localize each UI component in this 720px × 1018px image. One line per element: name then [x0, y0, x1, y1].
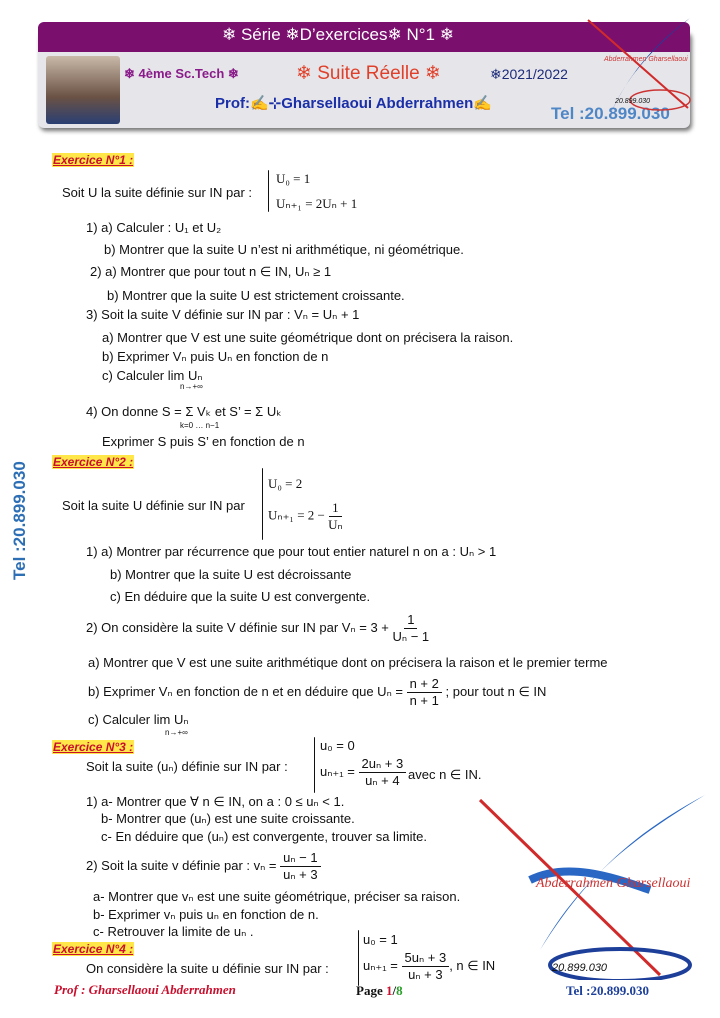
ex1-q3: 3) Soit la suite V définie sur IN par : Vₙ = Uₙ + 1: [86, 307, 360, 322]
logo-name: Abderrahmen Gharsellaoui: [604, 56, 688, 63]
ex3-q2-text: 2) Soit la suite v définie par : vₙ =: [86, 857, 277, 873]
page-number: [356, 983, 403, 999]
denominator: uₙ + 3: [408, 967, 443, 982]
exercise-1-title: Exercice N°1 :: [53, 153, 134, 167]
denominator: uₙ + 3: [283, 867, 318, 882]
ex2-q1b: b) Montrer que la suite U est décroissante: [110, 567, 352, 582]
ex3-q2c: c- Retrouver la limite de uₙ .: [93, 924, 254, 939]
footer-tel: Tel :20.899.030: [566, 983, 649, 998]
denominator: Uₙ − 1: [392, 629, 430, 644]
ex1-sys-0: U₀ = 1: [276, 171, 311, 186]
footer-logo-tel: 20.899.030: [552, 962, 608, 974]
footer-prof: Prof : Gharsellaoui Abderrahmen: [54, 982, 236, 997]
page-label: Page: [356, 983, 386, 998]
footer-logo-name: Abderrahmen Gharsellaoui: [536, 876, 691, 891]
ex2-sys-0: U₀ = 2: [268, 476, 303, 491]
ex2-q2b-tail: ; pour tout n ∈ IN: [445, 683, 547, 699]
school-year: ❄2021/2022: [490, 66, 568, 82]
ex4-sys-1-left: uₙ₊₁ =: [363, 957, 398, 973]
numerator: n + 2: [407, 676, 442, 693]
subject-title: ❄ Suite Réelle ❄: [296, 63, 441, 84]
logo-tel: 20.899.030: [615, 98, 651, 105]
ex3-q2a: a- Montrer que vₙ est une suite géométrique, préciser sa raison.: [93, 889, 461, 904]
numerator: 2uₙ + 3: [359, 756, 407, 773]
ex2-q2b-text: b) Exprimer Vₙ en fonction de n et en déduire que Uₙ =: [88, 683, 403, 699]
ex1-q2a: 2) a) Montrer que pour tout n ∈ IN, Uₙ ≥ 1: [90, 264, 332, 279]
ex2-sys-1-left: Uₙ₊₁ = 2 −: [268, 507, 325, 523]
series-title: ❄ Série ❄D’exercices❄ N°1 ❄: [222, 25, 454, 44]
brace: [268, 170, 269, 212]
ex3-q1c: c- En déduire que (uₙ) est convergente, trouver sa limite.: [101, 829, 428, 844]
exercise-2-title: Exercice N°2 :: [53, 455, 134, 469]
ex4-intro: On considère la suite u définie sur IN par :: [86, 961, 329, 976]
ex1-q1b: b) Montrer que la suite U n’est ni arithmétique, ni géométrique.: [104, 242, 464, 257]
ex1-q3b: b) Exprimer Vₙ puis Uₙ en fonction de n: [102, 349, 329, 364]
ex3-q1a-text: 1) a- Montrer que ∀ n ∈ IN, on a : 0 ≤ uₙ < 1.: [86, 794, 345, 809]
brace: [262, 468, 263, 540]
page-total: 8: [396, 983, 403, 998]
numerator: 5uₙ + 3: [402, 950, 450, 967]
ex1-q4-sub: k=0 … n−1: [180, 421, 220, 430]
level-label: ❄ 4ème Sc.Tech ❄: [124, 66, 239, 81]
ex3-q2: [86, 850, 321, 883]
ex3-sys-0: u₀ = 0: [320, 738, 355, 753]
ex1-intro: Soit U la suite définie sur IN par :: [62, 185, 253, 200]
author-photo: [46, 56, 120, 124]
ex1-q3c-sub: n→+∞: [180, 382, 203, 391]
ex2-q2a: a) Montrer que V est une suite arithmétique dont on précisera la raison et le premier terme: [88, 655, 608, 670]
numerator: 1: [329, 500, 342, 517]
denominator: uₙ + 4: [365, 773, 400, 788]
ex1-sys-1: Uₙ₊₁ = 2Uₙ + 1: [276, 196, 358, 211]
fraction: [402, 950, 450, 983]
page-sep: /: [392, 983, 397, 998]
ex1-q1a: 1) a) Calculer : U₁ et U₂: [86, 220, 222, 235]
ex2-q2-text: 2) On considère la suite V définie sur IN par Vₙ = 3 +: [86, 619, 389, 635]
exercise-4-title: Exercice N°4 :: [53, 942, 134, 956]
denominator: Uₙ: [328, 517, 343, 532]
ex3-sys-1: [320, 756, 406, 789]
ex2-intro: Soit la suite U définie sur IN par: [62, 498, 245, 513]
ex3-q1b: b- Montrer que (uₙ) est une suite croissante.: [101, 811, 355, 826]
ex3-avec: avec n ∈ IN.: [408, 767, 482, 782]
ex1-q4: 4) On donne S = Σ Vₖ et S’ = Σ Uₖ: [86, 404, 282, 419]
fraction: [328, 500, 343, 533]
fraction: [393, 612, 430, 645]
brace: [358, 930, 359, 986]
header-tel: Tel :20.899.030: [551, 104, 670, 123]
ex4-sys-1-tail: , n ∈ IN: [449, 957, 496, 973]
ex1-q4b: Exprimer S puis S’ en fonction de n: [102, 434, 305, 449]
ex3-q1a: [86, 794, 344, 810]
ex2-q1c: c) En déduire que la suite U est convergente.: [110, 589, 371, 604]
ex2-q2b: [88, 676, 546, 709]
ex4-sys-0: u₀ = 1: [363, 932, 398, 947]
exercise-3-title: Exercice N°3 :: [53, 740, 134, 754]
brace: [314, 737, 315, 793]
ex3-sys-1-left: uₙ₊₁ =: [320, 763, 355, 779]
ex2-q2c: c) Calculer lim Uₙ: [88, 712, 189, 727]
ex3-intro: Soit la suite (uₙ) définie sur IN par :: [86, 759, 288, 774]
side-tel: Tel :20.899.030: [10, 461, 29, 580]
prof-name: Prof:✍⊹Gharsellaoui Abderrahmen✍: [215, 95, 492, 112]
fraction: [359, 756, 407, 789]
fraction: [407, 676, 442, 709]
ex3-q2b: b- Exprimer vₙ puis uₙ en fonction de n.: [93, 907, 319, 922]
page-current: 1: [385, 983, 393, 998]
fraction: [280, 850, 320, 883]
denominator: n + 1: [409, 693, 439, 708]
ex2-q1a: 1) a) Montrer par récurrence que pour tout entier naturel n on a : Uₙ > 1: [86, 544, 497, 559]
ex2-sys-1: [268, 500, 343, 533]
ex1-q3c: c) Calculer lim Uₙ: [102, 368, 203, 383]
ex2-q2c-sub: n→+∞: [165, 728, 188, 737]
numerator: 1: [404, 612, 417, 629]
ex2-q2: [86, 612, 429, 645]
ex1-q3a: a) Montrer que V est une suite géométrique dont on précisera la raison.: [102, 330, 514, 345]
ex1-q2b: b) Montrer que la suite U est strictement croissante.: [107, 288, 405, 303]
numerator: uₙ − 1: [280, 850, 320, 867]
